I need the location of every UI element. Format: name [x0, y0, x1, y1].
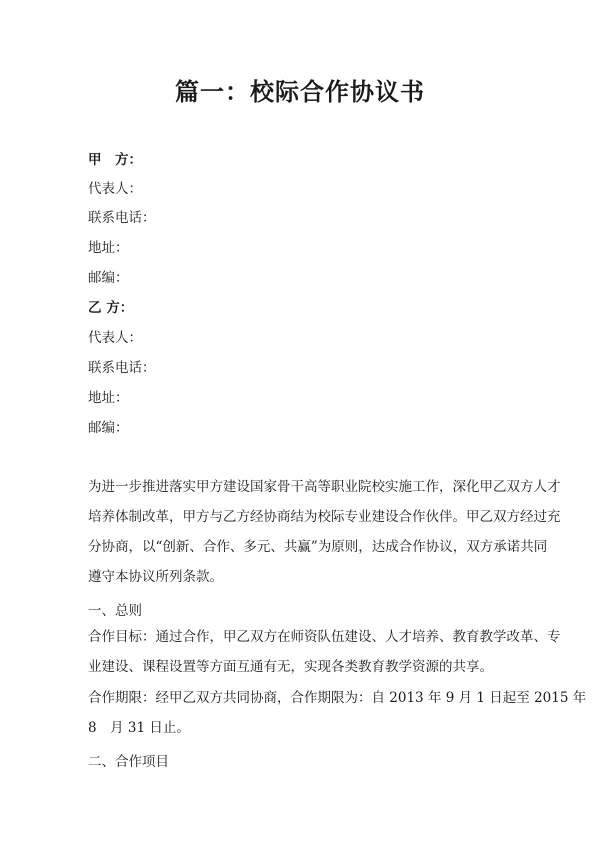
intro-line: 为进一步推进落实甲方建设国家骨干高等职业院校实施工作，深化甲乙双方人才: [88, 479, 561, 495]
party-a-label: 甲 方：: [88, 152, 142, 168]
intro-paragraph: [88, 472, 561, 592]
document-title: 篇一：校际合作协议书: [175, 77, 425, 106]
intro-line: 遵守本协议所列条款。: [88, 569, 223, 585]
intro-line: 分协商，以“创新、合作、多元、共赢”为原则，达成合作协议，双方承诺共同: [88, 539, 548, 555]
term-paragraph: [88, 683, 587, 743]
party-b-address: 地址：: [88, 390, 129, 406]
term-line: 合作期限：经甲乙双方共同协商，合作期限为：自 2013 年 9 月 1 日起至 2015 年: [88, 690, 587, 706]
party-a-address: 地址：: [88, 240, 129, 256]
goal-line: 合作目标：通过合作，甲乙双方在师资队伍建设、人才培养、教育教学改革、专: [88, 629, 561, 645]
party-b-representative: 代表人：: [88, 330, 142, 346]
party-a-phone: 联系电话：: [88, 210, 156, 226]
party-b-phone: 联系电话：: [88, 360, 156, 376]
intro-line: 培养体制改革，甲方与乙方经协商结为校际专业建设合作伙伴。甲乙双方经过充: [88, 509, 561, 525]
party-a-representative: 代表人：: [88, 181, 142, 197]
goal-line: 业建设、课程设置等方面互通有无，实现各类教育教学资源的共享。: [88, 659, 493, 675]
party-b-postcode: 邮编：: [88, 420, 129, 436]
term-line: 8 月 31 日止。: [88, 720, 190, 736]
goal-paragraph: [88, 622, 561, 682]
party-a-postcode: 邮编：: [88, 270, 129, 286]
party-b-label: 乙 方：: [88, 300, 134, 316]
section-2-heading: 二、合作项目: [88, 754, 169, 770]
section-1-heading: 一、总则: [88, 603, 142, 619]
